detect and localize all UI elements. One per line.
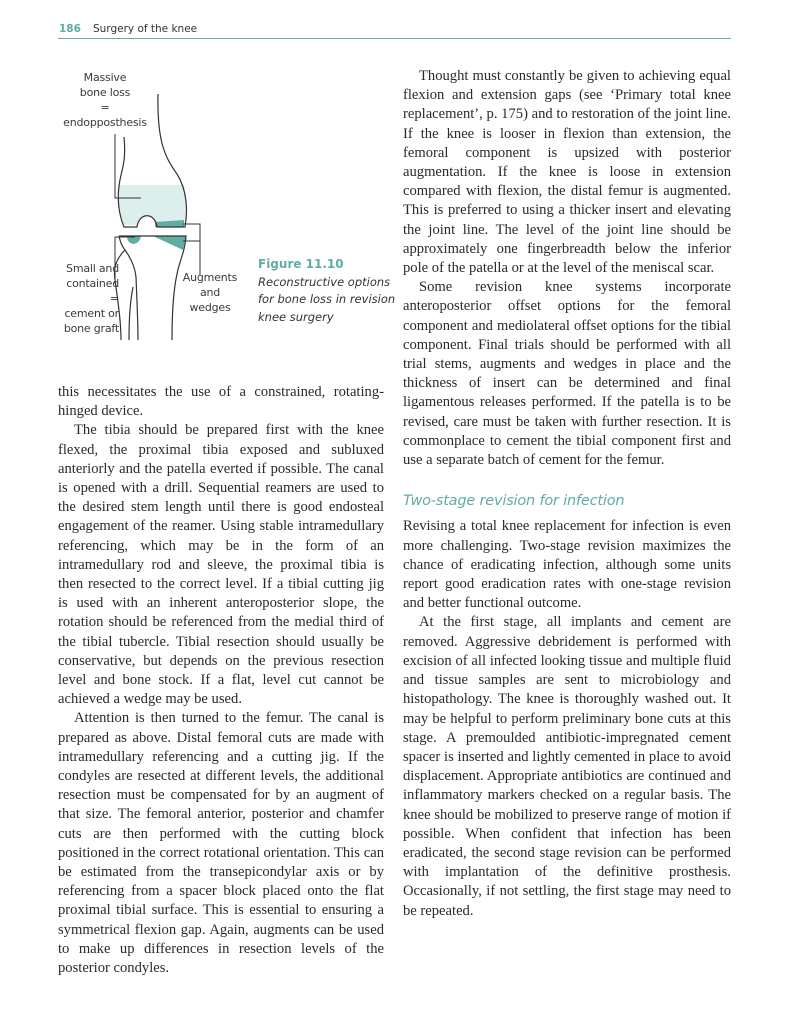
fibula-outline (125, 250, 138, 340)
label-line: Massive (83, 71, 127, 84)
paragraph: Thought must constantly be given to achieving equal flexion and extension gaps (see ‘Primary total knee replacement’, p. 175) and to restoration of the joint line. If the knee is looser in flexion than extension, the femoral component is upsized with posterior augmentation. If the knee is loose in extension compared with flexion, the distal femur is augmented. This is preferred to using a thicker insert and elevating the joint line. The level of the joint line should be approximately one fingerbreadth below the inferior pole of the patella or at the level of the meniscal scar. (403, 68, 731, 277)
label-line: wedges (189, 301, 231, 314)
label-augments-wedges (177, 270, 243, 315)
tibia-outline (114, 236, 186, 340)
label-line: endopposthesis (63, 116, 147, 129)
section-heading: Two-stage revision for infection (403, 493, 625, 510)
page-number: 186 (59, 23, 81, 35)
label-line: contained (66, 277, 119, 290)
paragraph: Attention is then turned to the femur. The canal is prepared as above. Distal femoral cuts are made with intramedullary referencing and a cutting jig. If the condyles are resected at different levels, the additional resection must be compensated for by an augment of that size. The femoral anterior, posterior and chamfer cuts are then performed with the cutting block positioned in the correct rotational orientation. This can be estimated from the transepicondylar axis or by referencing from a spacer block placed onto the flat proximal tibial surface. This is essential to ensuring a symmetrical flexion gap. Again, augments can be used to make up differences in resection levels of the posterior condyles. (58, 710, 384, 977)
label-line: cement or (64, 307, 119, 320)
paragraph: Some revision knee systems incorporate anteroposterior offset options for the femoral component and mediolateral offset options for the tibial component. Final trials should be performed with all trial stems, augments and wedges in place and the thickness of insert can be determined and final ligamentous releases performed. If the patella is to be revised, care must be taken with further resection. It is commonplace to cement the tibial component first and use a separate batch of cement for the femur. (403, 279, 731, 469)
figure-caption (258, 256, 398, 326)
label-line: = (109, 292, 119, 305)
label-line: Augments (182, 271, 238, 284)
label-small-contained (55, 261, 119, 336)
label-massive-bone-loss (55, 70, 155, 130)
paragraph: The tibia should be prepared first with the knee flexed, the proximal tibia exposed and subluxed anteriorly and the patella everted if possible. The canal is opened with a drill. Sequential reamers are used to the desired stem length until there is good endosteal engagement of the reamer. Using stable intramedullary referencing, which may be in the form of an intramedullary rod and sleeve, the proximal tibia is then resected to the correct level. If a tibial cutting jig is used with an inherent anteroposterior slope, the rotation should be referenced from the medial third of the tibial tubercle. Tibial resection should usually be conservative, but depends on the previous resection level and bone stock. If a flat, level cut cannot be achieved a wedge may be used. (58, 422, 384, 708)
right-column (403, 67, 731, 921)
running-head-title: Surgery of the knee (93, 23, 198, 35)
label-line: bone graft (63, 322, 119, 335)
left-column (58, 383, 384, 978)
tibia-wedge (153, 236, 186, 250)
label-line: bone loss (79, 86, 131, 99)
running-header (58, 22, 731, 39)
paragraph: Revising a total knee replacement for infection is even more challenging. Two-stage revision maximizes the chance of eradicating infection, although some units report good eradication rates with one-stage revision and better functional outcome. (403, 518, 731, 612)
label-line: and (199, 286, 221, 299)
paragraph: this necessitates the use of a constrained, rotating-hinged device. (58, 384, 384, 420)
caption-text: Reconstructive options for bone loss in revision knee surgery (258, 274, 396, 324)
paragraph: At the first stage, all implants and cement are removed. Aggressive debridement is performed with excision of all infected looking tissue and multiple fluid and tissue samples are sent to microbiology and histopathology. The knee is thoroughly washed out. It may be helpful to perform preliminary bone cuts at this stage. A premoulded antibiotic-impregnated cement spacer is inserted and lightly cemented in place to avoid displacement. Appropriate antibiotics are continued and inflammatory markers checked on a regular basis. The knee should be mobilized to preserve range of motion if possible. When confident that infection has been eradicated, the second stage revision can be performed with implantation of the definitive prosthesis. Occasionally, if not settling, the first stage may need to be repeated. (403, 614, 731, 919)
femur-light-fill (118, 185, 186, 225)
caption-title: Figure 11.10 (258, 257, 344, 271)
figure-11-10 (55, 62, 396, 352)
leader-augments (183, 224, 200, 275)
label-line: = (100, 101, 110, 114)
label-line: Small and (66, 262, 119, 275)
